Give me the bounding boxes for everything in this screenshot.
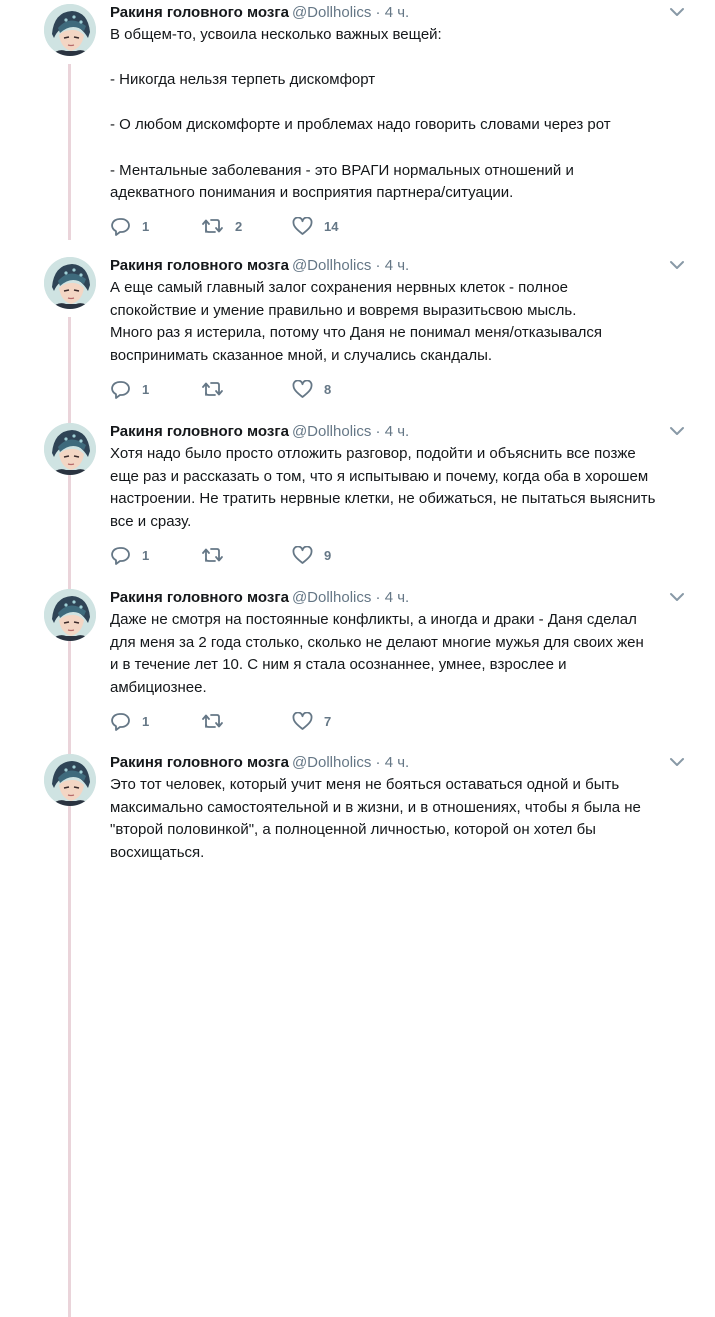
reply-button[interactable]: [110, 216, 149, 236]
chevron-down-icon[interactable]: [669, 591, 685, 603]
retweet-button[interactable]: [202, 545, 235, 565]
tweet-text-line: настроении. Не тратить нервные клетки, не обижаться, не пытаться выяснить: [110, 490, 656, 508]
tweet-text-line: [110, 137, 700, 160]
reply-button[interactable]: [110, 379, 149, 399]
retweet-count: 2: [235, 218, 243, 234]
avatar[interactable]: [44, 4, 96, 56]
user-handle[interactable]: @Dollholics: [291, 257, 372, 274]
chevron-down-icon[interactable]: [669, 6, 685, 18]
tweet-header: [110, 754, 675, 772]
like-button[interactable]: [292, 216, 338, 236]
heart-icon: [292, 380, 313, 399]
tweet-text-line: амбициознее.: [110, 678, 207, 696]
avatar-image: [44, 754, 96, 806]
like-button[interactable]: [292, 545, 331, 565]
display-name[interactable]: Ракиня головного мозга: [110, 589, 289, 606]
tweet-text-line: спокойствие и умение правильно и вовремя выразитьсвою мысль.: [110, 301, 577, 319]
retweet-icon: [202, 712, 224, 730]
like-button[interactable]: [292, 379, 331, 399]
tweet[interactable]: [0, 419, 715, 585]
tweet[interactable]: [0, 253, 715, 419]
tweet-text-line: [110, 47, 700, 70]
tweet-text: [110, 774, 700, 864]
tweet-text-line: еще раз и рассказать о том, что я испытываю и почему, когда оба в хорошем: [110, 467, 649, 485]
tweet[interactable]: [0, 750, 715, 861]
reply-count: 1: [142, 547, 150, 563]
tweet-header: [110, 423, 675, 441]
tweet-text: [110, 277, 700, 367]
tweet-text: [110, 24, 700, 205]
avatar-image: [44, 589, 96, 641]
tweet-text-line: "второй половинкой", а полноценной личностью, которой он хотел бы: [110, 821, 596, 839]
tweet-text: [110, 609, 700, 699]
retweet-button[interactable]: [202, 711, 235, 731]
tweet-text-line: максимально самостоятельной и в жизни, и в отношениях, чтобы я была не: [110, 798, 641, 816]
chevron-down-icon[interactable]: [669, 425, 685, 437]
reply-button[interactable]: [110, 545, 149, 565]
tweet[interactable]: [0, 585, 715, 750]
retweet-button[interactable]: [202, 379, 235, 399]
tweet-header: [110, 257, 675, 275]
separator-dot: ·: [375, 257, 381, 274]
tweet-text-line: Даже не смотря на постоянные конфликты, а иногда и драки - Даня сделал: [110, 611, 637, 628]
avatar-image: [44, 257, 96, 309]
timestamp[interactable]: 4 ч.: [384, 754, 410, 771]
tweet-text-line: воспринимать сказанное мной, и случались скандалы.: [110, 346, 493, 364]
heart-icon: [292, 546, 313, 565]
user-handle[interactable]: @Dollholics: [291, 4, 372, 21]
thread-line: [68, 64, 71, 240]
tweet-text-line: Много раз я истерила, потому что Даня не понимал меня/отказывался: [110, 324, 602, 342]
tweet-header: [110, 4, 675, 22]
display-name[interactable]: Ракиня головного мозга: [110, 4, 289, 21]
reply-button[interactable]: [110, 711, 149, 731]
tweet-text-line: восхищаться.: [110, 843, 205, 861]
tweet-text-line: А еще самый главный залог сохранения нервных клеток - полное: [110, 279, 569, 296]
tweet-text-line: [110, 92, 700, 115]
avatar[interactable]: [44, 589, 96, 641]
heart-icon: [292, 712, 313, 731]
tweet-text-line: - Никогда нельзя терпеть дискомфорт: [110, 71, 376, 89]
separator-dot: ·: [375, 423, 381, 440]
reply-count: 1: [142, 381, 150, 397]
user-handle[interactable]: @Dollholics: [291, 423, 372, 440]
like-count: 14: [324, 218, 339, 234]
retweet-icon: [202, 546, 224, 564]
retweet-icon: [202, 380, 224, 398]
avatar[interactable]: [44, 423, 96, 475]
tweet-text-line: В общем-то, усвоила несколько важных вещей:: [110, 26, 442, 43]
reply-icon: [110, 380, 131, 399]
like-count: 7: [324, 713, 332, 729]
tweet-text: [110, 443, 700, 533]
tweet-text-line: адекватного понимания и восприятия партнера/ситуации.: [110, 184, 514, 202]
reply-count: 1: [142, 218, 150, 234]
reply-icon: [110, 546, 131, 565]
tweet-text-line: - О любом дискомфорте и проблемах надо говорить словами через рот: [110, 116, 611, 134]
reply-icon: [110, 712, 131, 731]
tweet-text-line: для меня за 2 года столько, сколько не делают многие мужья для своих жен: [110, 633, 644, 651]
avatar-image: [44, 4, 96, 56]
chevron-down-icon[interactable]: [669, 259, 685, 271]
tweet-text-line: все и сразу.: [110, 512, 192, 530]
separator-dot: ·: [375, 4, 381, 21]
tweet-text-line: Это тот человек, который учит меня не бояться оставаться одной и быть: [110, 776, 620, 793]
like-count: 9: [324, 547, 332, 563]
timestamp[interactable]: 4 ч.: [384, 257, 410, 274]
user-handle[interactable]: @Dollholics: [291, 589, 372, 606]
retweet-button[interactable]: [202, 216, 242, 236]
tweet-text-line: - Ментальные заболевания - это ВРАГИ нормальных отношений и: [110, 161, 574, 179]
chevron-down-icon[interactable]: [669, 756, 685, 768]
avatar[interactable]: [44, 754, 96, 806]
tweet-header: [110, 589, 675, 607]
reply-count: 1: [142, 713, 150, 729]
reply-icon: [110, 217, 131, 236]
separator-dot: ·: [375, 589, 381, 606]
avatar-image: [44, 423, 96, 475]
like-button[interactable]: [292, 711, 331, 731]
retweet-icon: [202, 217, 224, 235]
separator-dot: ·: [375, 754, 381, 771]
tweet-text-line: и в течение лет 10. С ним я стала осознаннее, умнее, взрослее и: [110, 656, 567, 674]
timestamp[interactable]: 4 ч.: [384, 423, 410, 440]
display-name[interactable]: Ракиня головного мозга: [110, 423, 289, 440]
like-count: 8: [324, 381, 332, 397]
timestamp[interactable]: 4 ч.: [384, 4, 410, 21]
tweet-text-line: Хотя надо было просто отложить разговор, подойти и объяснить все позже: [110, 445, 636, 462]
heart-icon: [292, 217, 313, 236]
display-name[interactable]: Ракиня головного мозга: [110, 754, 289, 771]
timestamp[interactable]: 4 ч.: [384, 589, 410, 606]
user-handle[interactable]: @Dollholics: [291, 754, 372, 771]
avatar[interactable]: [44, 257, 96, 309]
tweet[interactable]: [0, 0, 715, 253]
display-name[interactable]: Ракиня головного мозга: [110, 257, 289, 274]
